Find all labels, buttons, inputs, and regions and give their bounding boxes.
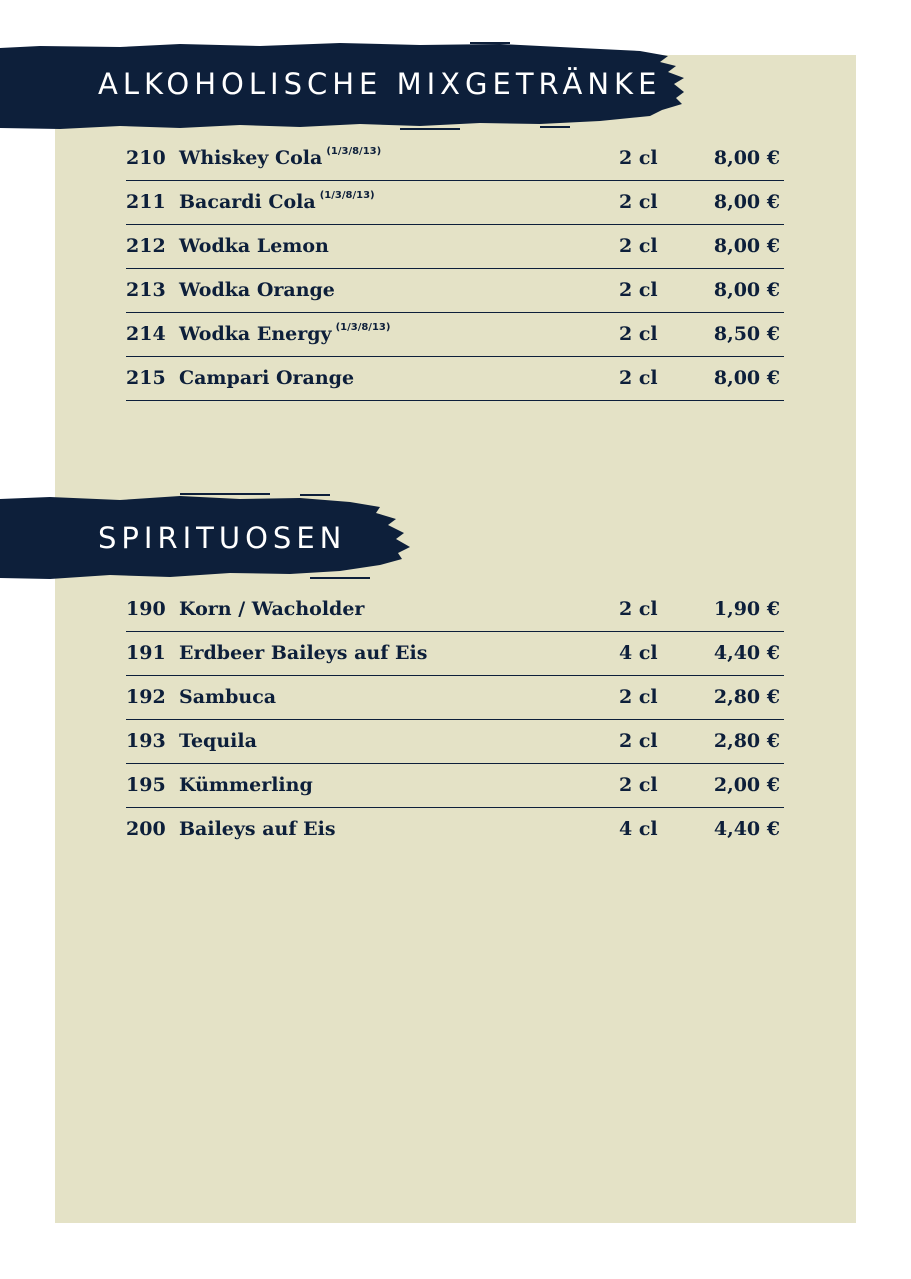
item-name: Wodka Lemon	[179, 235, 329, 257]
item-volume: 2 cl	[619, 367, 658, 389]
item-name: Wodka Orange	[179, 279, 335, 301]
menu-item	[126, 181, 784, 225]
item-number: 215	[126, 367, 166, 389]
item-price: 2,00 €	[713, 774, 780, 796]
item-number: 214	[126, 323, 166, 345]
item-volume: 2 cl	[619, 279, 658, 301]
item-name: Campari Orange	[179, 367, 355, 389]
item-number: 200	[126, 818, 166, 840]
menu-list-mixgetraenke	[126, 137, 784, 401]
section-title: SPIRITUOSEN	[98, 521, 347, 555]
item-name-wrapper	[179, 235, 333, 257]
item-number: 192	[126, 686, 166, 708]
item-name-wrapper	[179, 367, 358, 389]
menu-item	[126, 588, 784, 632]
menu-item	[126, 764, 784, 808]
item-volume: 2 cl	[619, 730, 658, 752]
item-name: Whiskey Cola	[179, 147, 323, 169]
item-number: 212	[126, 235, 166, 257]
item-number: 193	[126, 730, 166, 752]
item-number: 211	[126, 191, 166, 213]
item-volume: 4 cl	[619, 642, 658, 664]
item-volume: 2 cl	[619, 598, 658, 620]
item-name: Baileys auf Eis	[179, 818, 336, 840]
item-name-wrapper	[179, 191, 375, 213]
item-number: 190	[126, 598, 166, 620]
item-name: Sambuca	[179, 686, 277, 708]
item-price: 8,00 €	[713, 191, 780, 213]
item-allergens: (1/3/8/13)	[335, 322, 391, 333]
menu-item	[126, 676, 784, 720]
item-name: Erdbeer Baileys auf Eis	[179, 642, 428, 664]
item-price: 2,80 €	[713, 686, 780, 708]
item-name-wrapper	[179, 279, 339, 301]
item-name: Tequila	[179, 730, 257, 752]
menu-item	[126, 313, 784, 357]
item-allergens: (1/3/8/13)	[326, 146, 382, 157]
item-price: 8,00 €	[713, 147, 780, 169]
item-price: 2,80 €	[713, 730, 780, 752]
item-name-wrapper	[179, 147, 381, 169]
item-name: Kümmerling	[179, 774, 313, 796]
item-price: 8,50 €	[713, 323, 780, 345]
item-volume: 2 cl	[619, 191, 658, 213]
item-volume: 2 cl	[619, 774, 658, 796]
item-name: Korn / Wacholder	[179, 598, 365, 620]
item-allergens: (1/3/8/13)	[319, 190, 375, 201]
section-banner-mixgetraenke	[0, 42, 690, 134]
item-number: 210	[126, 147, 166, 169]
item-name: Bacardi Cola	[179, 191, 316, 213]
section-title: ALKOHOLISCHE MIXGETRÄNKE	[98, 67, 662, 101]
menu-item	[126, 357, 784, 401]
item-volume: 2 cl	[619, 235, 658, 257]
menu-item	[126, 137, 784, 181]
item-volume: 2 cl	[619, 686, 658, 708]
item-number: 191	[126, 642, 166, 664]
item-volume: 4 cl	[619, 818, 658, 840]
menu-item	[126, 808, 784, 851]
item-price: 8,00 €	[713, 367, 780, 389]
section-banner-spirituosen	[0, 493, 412, 585]
menu-item	[126, 269, 784, 313]
item-price: 4,40 €	[713, 818, 780, 840]
menu-list-spirituosen	[126, 588, 784, 851]
item-number: 195	[126, 774, 166, 796]
item-price: 1,90 €	[713, 598, 780, 620]
menu-item	[126, 720, 784, 764]
item-number: 213	[126, 279, 166, 301]
menu-item	[126, 632, 784, 676]
item-volume: 2 cl	[619, 147, 658, 169]
item-price: 8,00 €	[713, 235, 780, 257]
item-price: 4,40 €	[713, 642, 780, 664]
item-volume: 2 cl	[619, 323, 658, 345]
menu-item	[126, 225, 784, 269]
item-name: Wodka Energy	[179, 323, 332, 345]
item-price: 8,00 €	[713, 279, 780, 301]
item-name-wrapper	[179, 323, 390, 345]
